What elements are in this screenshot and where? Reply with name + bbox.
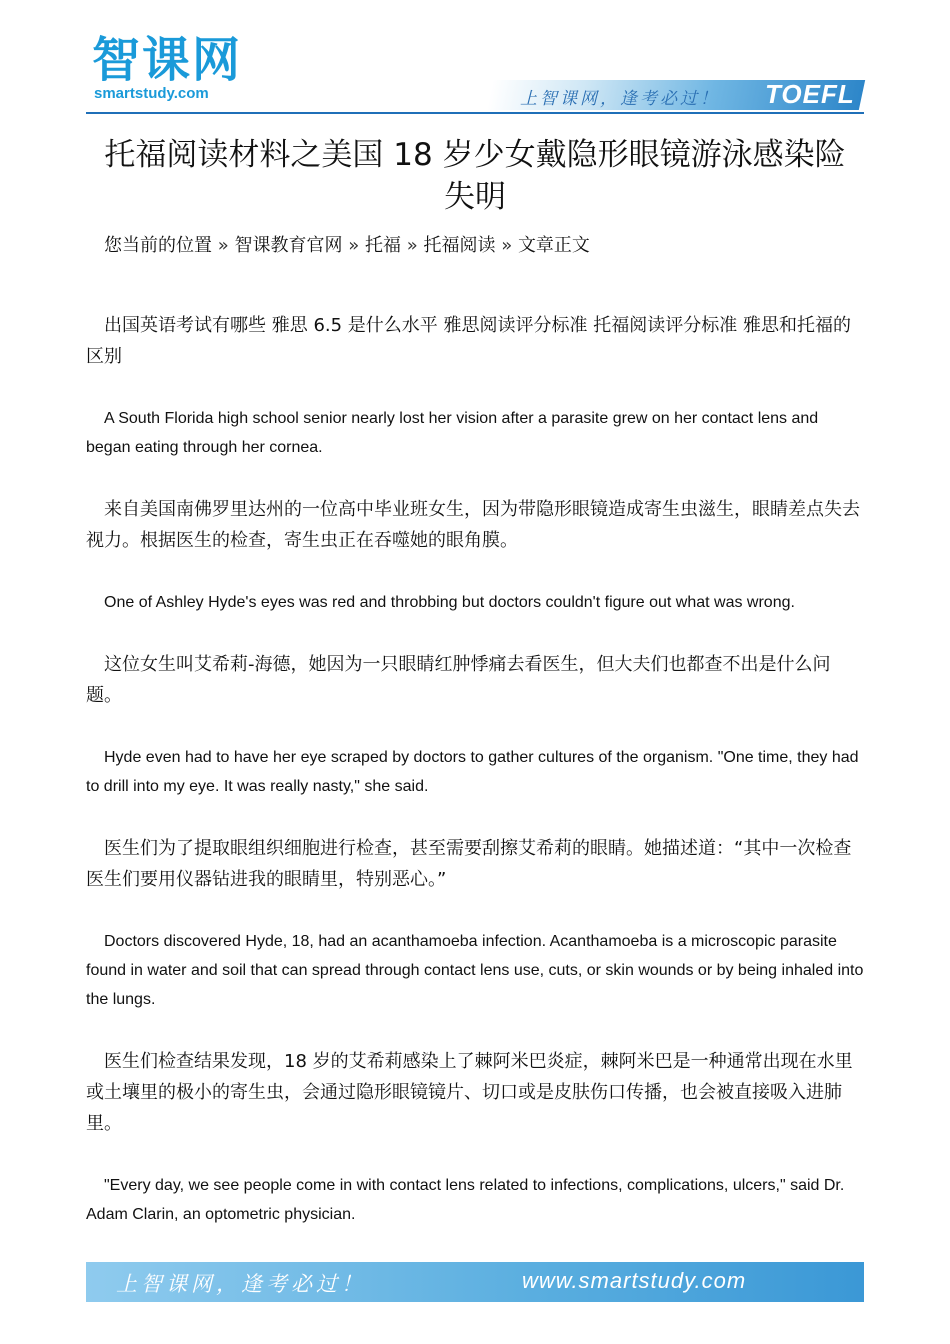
article-body xyxy=(86,214,864,1229)
breadcrumb-prefix: 您当前的位置 xyxy=(104,235,212,256)
logo-domain-text: smartstudy.com xyxy=(94,85,209,102)
toefl-tag: TOEFL xyxy=(765,79,855,109)
spacer xyxy=(86,895,864,927)
paragraph-en: One of Ashley Hyde's eyes was red and throbbing but doctors couldn't figure out what was wrong. xyxy=(104,594,795,611)
breadcrumb-separator: » xyxy=(348,235,360,256)
paragraph-en: A South Florida high school senior nearly lost her vision after a parasite grew on her contact lens and began eating through her cornea. xyxy=(86,410,819,456)
breadcrumb-item-toefl[interactable]: 托福 xyxy=(364,235,401,256)
breadcrumb-item-toefl-reading[interactable]: 托福阅读 xyxy=(423,235,496,256)
breadcrumb-separator: » xyxy=(406,235,418,256)
breadcrumb xyxy=(86,232,864,260)
paragraph-cn: 这位女生叫艾希莉-海德，她因为一只眼睛红肿悸痛去看医生，但大夫们也都查不出是什么问题。 xyxy=(86,654,831,706)
spacer xyxy=(86,1139,864,1171)
spacer xyxy=(86,462,864,494)
paragraph-en: "Every day, we see people come in with contact lens related to infections, complications, ulcers," said Dr. Adam Clarin, an optometric physician. xyxy=(86,1177,845,1223)
breadcrumb-item-home[interactable]: 智课教育官网 xyxy=(234,235,343,256)
smartstudy-logo[interactable] xyxy=(92,34,242,102)
paragraph-cn: 医生们检查结果发现，18 岁的艾希莉感染上了棘阿米巴炎症，棘阿米巴是一种通常出现在水里或土壤里的极小的寄生虫，会通过隐形眼镜镜片、切口或是皮肤伤口传播，也会被直接吸入进肺里。 xyxy=(86,1051,853,1134)
page-header xyxy=(0,0,950,120)
footer-slogan: 上智课网，逢考必过！ xyxy=(116,1272,366,1296)
logo-chinese-text: 智课网 xyxy=(92,32,243,88)
breadcrumb-separator: » xyxy=(217,235,229,256)
spacer xyxy=(86,278,864,310)
paragraph-cn: 来自美国南佛罗里达州的一位高中毕业班女生，因为带隐形眼镜造成寄生虫滋生，眼睛差点失去视力。根据医生的检查，寄生虫正在吞噬她的眼角膜。 xyxy=(86,499,860,551)
footer-url[interactable]: www.smartstudy.com xyxy=(522,1268,747,1293)
header-divider xyxy=(86,112,864,114)
spacer xyxy=(86,1014,864,1046)
related-links[interactable]: 出国英语考试有哪些 雅思 6.5 是什么水平 雅思阅读评分标准 托福阅读评分标准 雅思和托福的区别 xyxy=(86,315,851,367)
spacer xyxy=(86,556,864,588)
paragraph-en: Hyde even had to have her eye scraped by doctors to gather cultures of the organism. "One time, they had to drill into my eye. It was really nasty," she said. xyxy=(86,749,859,795)
header-slogan: 上智课网，逢考必过！ xyxy=(520,89,720,109)
paragraph-cn: 医生们为了提取眼组织细胞进行检查，甚至需要刮擦艾希莉的眼睛。她描述道：“其中一次检查医生们要用仪器钻进我的眼睛里，特别恶心。” xyxy=(86,838,852,890)
breadcrumb-separator: » xyxy=(501,235,513,256)
spacer xyxy=(86,711,864,743)
title-line-1: 托福阅读材料之美国 18 岁少女戴隐形眼镜游泳感染险 xyxy=(104,137,846,173)
article-title xyxy=(86,134,864,218)
spacer xyxy=(86,617,864,649)
spacer xyxy=(86,372,864,404)
spacer xyxy=(86,801,864,833)
paragraph-en: Doctors discovered Hyde, 18, had an acanthamoeba infection. Acanthamoeba is a microscopic parasite found in water and soil that can spread through contact lens use, cuts, or skin wounds or by being inhaled into the lungs. xyxy=(86,933,864,1008)
title-line-2: 失明 xyxy=(444,179,506,215)
breadcrumb-item-current: 文章正文 xyxy=(517,235,590,256)
